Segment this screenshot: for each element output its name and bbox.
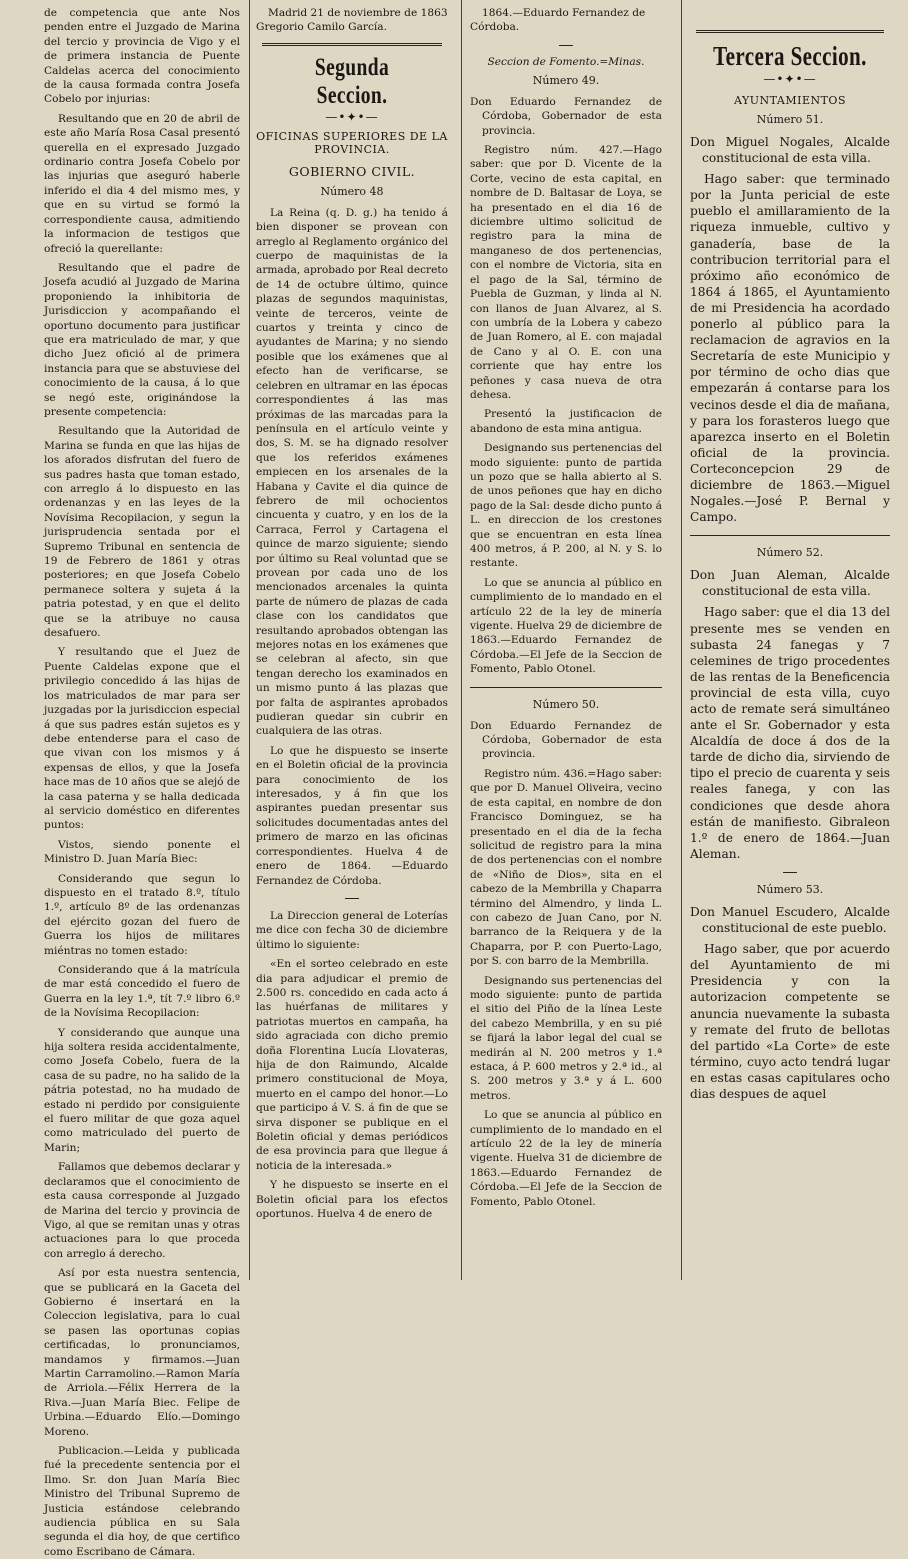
paragraph: Lo que se anuncia al público en cumplimiento de lo mandado en el artículo 22 de la ley de minería vigente. Huelva 31 de diciembre de 1863.—Eduardo Fernandez de Córdoba.—El Jefe de la Seccion de Fomento, Pablo Otonel. bbox=[470, 1109, 662, 1208]
paragraph: Presentó la justificacion de abandono de esta mina antigua. bbox=[470, 408, 662, 435]
paragraph: Don Juan Aleman, Alcalde constitucional de esta villa. bbox=[690, 568, 890, 599]
column-3-fomento-minas bbox=[470, 6, 662, 1280]
paragraph: de competencia que ante Nos penden entre el Juzgado de Marina del tercio y provincia de Vigo y el de primera instancia de Puente Caldelas acerca del conocimiento de la causa formada contra Josefa Cobelo por injurias: bbox=[44, 7, 240, 106]
paragraph: Designando sus pertenencias del modo siguiente: punto de partida el sitio del Piño de la línea Leste del cabezo Membrilla, y en su pié se fijará la labor legal del cual se medirán al N. 200 metros y 1.ª estaca, á P. 600 metros y 2.ª id., al S. 200 metros y 3.ª y á L. 600 metros. bbox=[470, 974, 662, 1102]
paragraph: Hago saber, que por acuerdo del Ayuntamiento de mi Presidencia y con la autorizacion competente se anuncia nuevamente la subasta y remate del fruto de bellotas del partido «La Corte» de este término, cuyo acto tendrá lugar en estas casas capitulares ocho dias despues de aquel bbox=[690, 942, 890, 1101]
column-1-sentencia bbox=[44, 6, 240, 1558]
paragraph: Resultando que en 20 de abril de este año María Rosa Casal presentó querella en el expresado Juzgado ordinario contra Josefa Cobelo por las injurias que aseguró haberle inferido el dia 4 del mismo mes, y que en su virtud se formó la correspondiente causa, admitiendo la informacion de testigos que ofreció la querellante: bbox=[44, 112, 240, 255]
paragraph: Publicacion.—Leida y publicada fué la precedente sentencia por el Ilmo. Sr. don Juan María Biec Ministro del Tribunal Supremo de Justicia estándose celebrando audiencia pública en su Sala segunda el dia hoy, de que certifico como Escribano de Cámara. bbox=[44, 1445, 240, 1558]
oficinas-heading: OFICINAS SUPERIORES DE LA PROVINCIA. bbox=[256, 129, 448, 156]
ornament-divider: —•✦•— bbox=[763, 72, 817, 86]
paragraph: Y resultando que el Juez de Puente Caldelas expone que el privilegio concedido á las hijas de los matriculados de mar para ser juzgadas por la jurisdiccion especial á que sus padres están sujetos es y debe entenderse para el caso de que vivan con los mismos y á expensas de ellos, y que la Josefa hace mas de 10 años que se alejó de la casa paterna y se halla dedicada al servicio doméstico en diferentes puntos: bbox=[44, 646, 240, 832]
paragraph: Lo que se anuncia al público en cumplimiento de lo mandado en el artículo 22 de la ley de minería vigente. Huelva 29 de diciembre de 1863.—Eduardo Fernandez de Córdoba.—El Jefe de la Seccion de Fomento, Pablo Otonel. bbox=[470, 576, 662, 676]
short-rule bbox=[559, 45, 573, 46]
column-rule bbox=[681, 0, 682, 1280]
numero-heading: Número 52. bbox=[756, 546, 824, 560]
seccion-fomento-heading: Seccion de Fomento.=Minas. bbox=[487, 55, 645, 68]
paragraph: La Reina (q. D. g.) ha tenido á bien disponer se provean con arreglo al Reglamento orgánico del cuerpo de maquinistas de la armada, aprobado por Real decreto de 14 de octubre último, quince plazas de segundos maquinistas, veinte de terceros, veinte de cuartos y treinta y cinco de ayudantes de Marina; y no siendo posible que los exámenes que al efecto han de verificarse, se celebren en ultramar en las épocas correspondientes á las mas próximas de las marcadas para la península en el artículo veinte y dos, S. M. se ha dignado resolver que los referidos exámenes empiecen en los arsenales de la Habana y Cavite el dia quince de febrero de mil ochocientos cincuenta y cuatro, y en los de la Carraca, Ferrol y Cartagena el quince de marzo siguiente; siendo por último su Real voluntad que se provean por cada uno de los mencionados arcenales la quinta parte de número de plazas de cada clase con los candidatos que resultando aprobados obtengan las mejores notas en los exámenes que se celebran al afecto, sin que tengan derecho los examinados en un mismo punto á las plazas que por falta de aspirantes aprobados pudieran quedar sin cubrir en cualquiera de las otras. bbox=[256, 206, 448, 738]
paragraph: Resultando que la Autoridad de Marina se funda en que las hijas de los aforados disfrutan del fuero de sus padres hasta que toman estado, con arreglo á lo dispuesto en las ordenanzas y en las leyes de la Novísima Recopilacion, y segun la jurisprudencia sentada por el Supremo Tribunal en sentencia de 19 de Febrero de 1861 y otras posteriores; en que Josefa Cobelo permanece soltera y sujeta á la patria potestad, y en que el delito que se la atribuye no causa desafuero. bbox=[44, 425, 240, 640]
paragraph: Hago saber: que terminado por la Junta pericial de este pueblo el amillaramiento de la riqueza inmueble, cultivo y ganadería, base de la contribucion territorial para el próximo año económico de 1864 á 1865, el Ayuntamiento de mi Presidencia ha acordado ponerlo al público para la reclamacion de agravios en la Secretaría de este Municipio y por término de ocho dias que empezarán á contarse para los vecinos desde el dia de mañana, y para los forasteros luego que aparezca inserto en el Boletin oficial de la provincia. Corteconcepcion 29 de diciembre de 1863.—Miguel Nogales.—José P. Bernal y Campo. bbox=[690, 172, 890, 525]
paragraph: Así por esta nuestra sentencia, que se publicará en la Gaceta del Gobierno é insertará en la Coleccion legislativa, para lo cual se pasen las oportunas copias certificadas, lo pronunciamos, mandamos y firmamos.—Juan Martin Carramolino.—Ramon María de Arriola.—Félix Herrera de la Riva.—Juan María Biec. Felipe de Urbina.—Eduardo Elío.—Domingo Moreno. bbox=[44, 1267, 240, 1438]
double-rule bbox=[696, 30, 884, 33]
column-2-segunda-seccion bbox=[256, 6, 448, 1280]
paragraph: Registro núm. 427.—Hago saber: que por D. Vicente de la Corte, vecino de esta capital, en nombre de D. Baltasar de Loya, se ha presentado en el dia 16 de diciembre ultimo solicitud de registro para la mina de manganeso de dos pertenencias, con el nombre de Victoria, sita en el pago de la Sal, término de Puebla de Guzman, y linda al N. con llanos de Juan Alvarez, al S. con umbría de la Lobera y cabezo de Juan Romero, al E. con majadal de Cano y al O. E. con una corriente que hay entre los peñones y casa nueva de otra dehesa. bbox=[470, 144, 662, 401]
paragraph: «En el sorteo celebrado en este dia para adjudicar el premio de 2.500 rs. concedido en cada acto á las huérfanas de militares y patriotas muertos en campaña, ha sido agraciada con dicho premio doña Florentina Lucía Llovateras, hija de don Raimundo, Alcalde primero constitucional de Moya, muerto en el campo del honor.—Lo que participo á V. S. á fin de que se sirva disponer se publique en el Boletin oficial y demas periódicos de esa provincia para que llegue á noticia de la interesada.» bbox=[256, 958, 448, 1172]
numero-heading: Número 53. bbox=[756, 882, 824, 896]
paragraph: Resultando que el padre de Josefa acudió al Juzgado de Marina proponiendo la inhibitoria de Jurisdiccion y acompañando el oportuno documento para justificar que era matriculado de mar, y que dicho Juez ofició al de primera instancia para que se abstuviese del conocimiento de la causa, á lo que se negó este, originándose la presente competencia: bbox=[44, 261, 240, 418]
signature-line: Madrid 21 de noviembre de 1863 Gregorio Camilo García. bbox=[256, 7, 448, 34]
separator-rule bbox=[690, 535, 890, 536]
separator-rule bbox=[470, 687, 662, 688]
paragraph: Registro núm. 436.=Hago saber: que por D. Manuel Oliveira, vecino de esta capital, en nombre de don Francisco Dominguez, se ha presentado en el dia de la fecha solicitud de registro para la mina de dos pertenencias con el nombre de «Niño de Dios», sita en el cabezo de la Membrilla y Chaparra término del Almendro, y linda L. con cabezo de Juan Cano, por N. barranco de la Reiquera y de la Chaparra, por P. con Puerto-Lago, por S. con barro de la Membrilla. bbox=[470, 767, 662, 968]
ayuntamientos-heading: AYUNTAMIENTOS bbox=[734, 94, 846, 107]
paragraph: Y considerando que aunque una hija soltera resida accidentalmente, como Josefa Cobelo, fuera de la casa de su padre, no ha salido de la pátria potestad, no ha mudado de estado ni perdido por consiguiente el fuero militar de que goza aquel como matriculado del puerto de Marin; bbox=[44, 1026, 240, 1154]
paragraph: Hago saber: que el dia 13 del presente mes se venden en subasta 24 fanegas y 7 celemines de trigo procedentes de las rentas de la Beneficencia provincial de esta villa, cuyo acto de remate será simultáneo ante el Sr. Gobernador y esta Alcaldía de doce á dos de la tarde de dicho dia, sirviendo de tipo el precio de cuarenta y seis reales fanega, y con las condiciones que desde ahora están de manifiesto. Gibraleon 1.º de enero de 1864.—Juan Aleman. bbox=[690, 605, 890, 861]
paragraph: Vistos, siendo ponente el Ministro D. Juan María Biec: bbox=[44, 838, 240, 866]
signature-line: 1864.—Eduardo Fernandez de Córdoba. bbox=[470, 7, 646, 34]
column-4-tercera-seccion bbox=[690, 6, 890, 1280]
column-rule bbox=[249, 0, 250, 1280]
paragraph: Don Eduardo Fernandez de Córdoba, Gobernador de esta provincia. bbox=[470, 95, 662, 137]
numero-heading: Número 48 bbox=[320, 184, 384, 198]
paragraph: Y he dispuesto se inserte en el Boletin oficial para los efectos oportunos. Huelva 4 de enero de bbox=[256, 1179, 448, 1221]
paragraph: Don Manuel Escudero, Alcalde constitucional de este pueblo. bbox=[690, 904, 890, 936]
paragraph: Don Miguel Nogales, Alcalde constitucional de esta villa. bbox=[690, 135, 890, 166]
paragraph: Considerando que segun lo dispuesto en el tratado 8.º, título 1.º, artículo 8º de las ordenanzas del ejército gozan del fuero de Guerra los hijos de militares miéntras no tomen estado: bbox=[44, 872, 240, 957]
short-rule bbox=[345, 898, 359, 899]
section-title: Tercera Seccion. bbox=[713, 41, 867, 71]
ornament-divider: —•✦•— bbox=[325, 109, 379, 124]
paragraph: Fallamos que debemos declarar y declaramos que el conocimiento de esta causa corresponde al Juzgado de Marina del tercio y provincia de Vigo, al que se remitan unas y otras actuaciones para lo que proceda con arreglo á derecho. bbox=[44, 1161, 240, 1260]
numero-heading: Número 49. bbox=[532, 73, 600, 87]
numero-heading: Número 51. bbox=[756, 113, 824, 126]
paragraph: Considerando que á la matrícula de mar está concedido el fuero de Guerra en la ley 1.ª, tít 7.º libro 6.º de la Novísima Recopilacion: bbox=[44, 964, 240, 1020]
gobierno-heading: GOBIERNO CIVIL. bbox=[288, 163, 416, 179]
paragraph: Lo que he dispuesto se inserte en el Boletin oficial de la provincia para conocimiento de los interesados, y á fin que los aspirantes puedan presentar sus solicitudes documentadas antes del primero de marzo en las oficinas correspondientes. Huelva 4 de enero de 1864. —Eduardo Fernandez de Córdoba. bbox=[256, 744, 448, 887]
column-rule bbox=[461, 0, 462, 1280]
paragraph: Designando sus pertenencias del modo siguiente: punto de partida un pozo que se halla abierto al S. de unos peñones que hay en dicho pago de la Sal: desde dicho punto á L. en direccion de los crestones que se encuentran en esta línea 400 metros, á P. 200, al N. y S. lo restante. bbox=[470, 442, 662, 570]
paragraph: Don Eduardo Fernandez de Córdoba, Gobernador de esta provincia. bbox=[470, 719, 662, 761]
paragraph: La Direccion general de Loterías me dice con fecha 30 de diciembre último lo siguiente: bbox=[256, 909, 448, 951]
numero-heading: Número 50. bbox=[532, 697, 600, 711]
section-title: Segunda Seccion. bbox=[314, 53, 390, 109]
double-rule bbox=[262, 43, 442, 46]
short-rule bbox=[783, 872, 797, 873]
